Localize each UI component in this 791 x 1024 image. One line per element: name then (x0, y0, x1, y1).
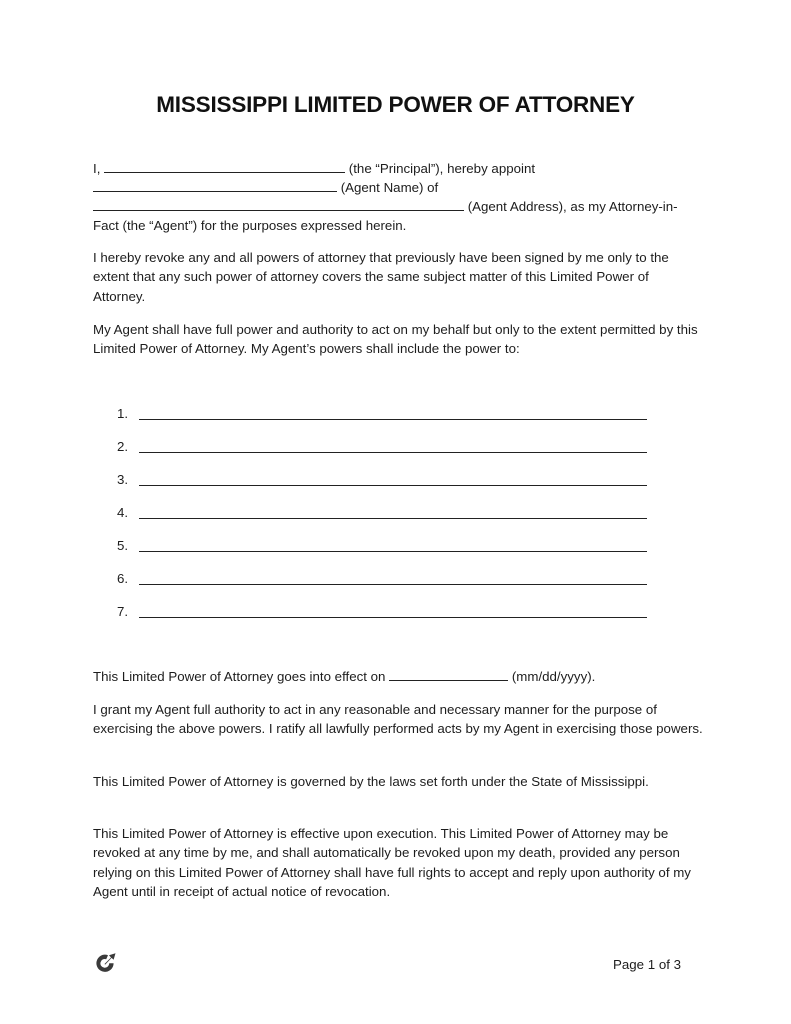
effective-date-label: This Limited Power of Attorney goes into effect on (93, 669, 386, 684)
effective-date-line (93, 667, 595, 686)
agent-name-label: (Agent Name) of (340, 180, 439, 195)
list-item (117, 538, 657, 558)
effective-date-field[interactable] (389, 669, 508, 681)
agent-address-field[interactable] (93, 199, 464, 211)
list-item (117, 505, 657, 525)
power-field[interactable] (139, 584, 647, 585)
eforms-logo-icon (94, 952, 116, 974)
list-number: 1. (117, 406, 129, 421)
intro-line-3 (93, 197, 678, 216)
power-field[interactable] (139, 452, 647, 453)
list-item (117, 604, 657, 624)
list-item (117, 406, 657, 426)
list-number: 3. (117, 472, 129, 487)
page-number: Page 1 of 3 (613, 957, 682, 972)
governing-law-paragraph: This Limited Power of Attorney is governed by the laws set forth under the State of Mississippi. (93, 774, 649, 789)
power-field[interactable] (139, 551, 647, 552)
agent-address-label: (Agent Address), as my Attorney-in- (467, 199, 678, 214)
execution-paragraph: This Limited Power of Attorney is effective upon execution. This Limited Power of Attorney may be revoked at any time by me, and shall automatically be revoked upon my death, provided any person relying on this Limited Power of Attorney shall have full rights to accept and reply upon authority of my Agent until in receipt of actual notice of revocation. (93, 826, 691, 899)
document-title: MISSISSIPPI LIMITED POWER OF ATTORNEY (156, 92, 635, 117)
authority-paragraph: My Agent shall have full power and authority to act on my behalf but only to the extent permitted by this Limited Power of Attorney. My Agent’s powers shall include the power to: (93, 322, 698, 357)
power-field[interactable] (139, 617, 647, 618)
list-number: 6. (117, 571, 129, 586)
revoke-paragraph: I hereby revoke any and all powers of attorney that previously have been signed by me only to the extent that any such power of attorney covers the same subject matter of this Limited Power of Attorney. (93, 250, 669, 304)
list-number: 2. (117, 439, 129, 454)
list-item (117, 439, 657, 459)
grant-paragraph: I grant my Agent full authority to act in any reasonable and necessary manner for the purpose of exercising the above powers. I ratify all lawfully performed acts by my Agent in exercising those powers. (93, 702, 703, 737)
list-number: 7. (117, 604, 129, 619)
intro-prefix: I, (93, 161, 101, 176)
intro-line-4: Fact (the “Agent”) for the purposes expressed herein. (93, 218, 407, 233)
principal-label: (the “Principal”), hereby appoint (348, 161, 536, 176)
list-item (117, 472, 657, 492)
intro-line-2 (93, 178, 438, 197)
date-format-label: (mm/dd/yyyy). (511, 669, 596, 684)
list-number: 5. (117, 538, 129, 553)
agent-name-field[interactable] (93, 180, 337, 192)
power-field[interactable] (139, 419, 647, 420)
principal-name-field[interactable] (104, 161, 345, 173)
list-number: 4. (117, 505, 129, 520)
list-item (117, 571, 657, 591)
power-field[interactable] (139, 485, 647, 486)
power-field[interactable] (139, 518, 647, 519)
intro-line-1 (93, 159, 535, 178)
